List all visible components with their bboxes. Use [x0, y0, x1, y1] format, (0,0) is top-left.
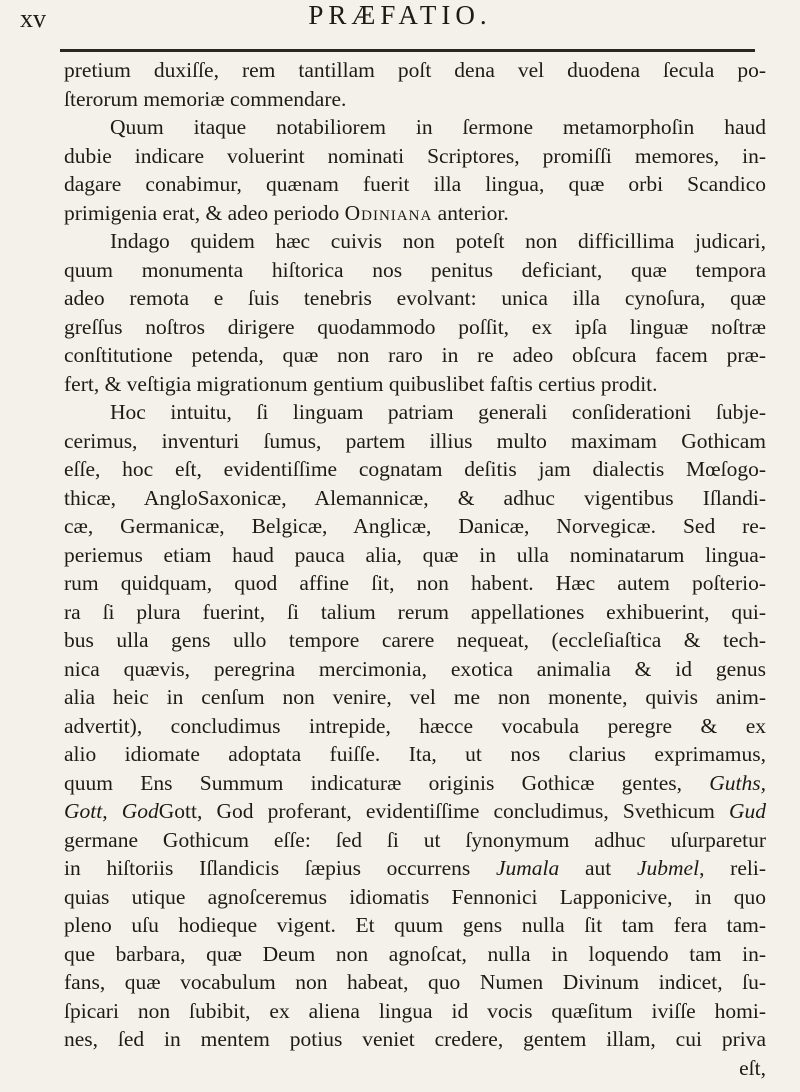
text-line: pleno uſu hodieque vigent. Et quum gens nulla ſit tam fera tam-	[64, 913, 766, 937]
text-line: Indago quidem hæc cuivis non poteſt non difficillima judicari,	[110, 229, 766, 253]
text-line: periemus etiam haud pauca alia, quæ in ulla nominatarum lingua-	[64, 542, 766, 567]
catchword: eſt,	[739, 1055, 766, 1080]
text-line: quias utique agnoſceremus idiomatis Fennonici Lapponicive, in quo	[64, 884, 766, 909]
header-rule	[60, 49, 755, 52]
text-line: nes, ſed in mentem potius veniet credere, gentem illam, cui priva	[64, 1027, 766, 1051]
italic-word: God	[121, 799, 159, 823]
text-line: conſtitutione petenda, quæ non raro in re adeo obſcura facem præ-	[64, 343, 766, 367]
text-line: fert, & veſtigia migrationum gentium quibuslibet faſtis certius prodit.	[64, 371, 658, 396]
italic-word: Gud	[728, 799, 766, 823]
text-line: advertit), concludimus intrepide, hæcce vocabula peregre & ex	[64, 713, 766, 738]
text-line: ſpicari non ſubibit, ex aliena lingua id vocis quæſitum iviſſe homi-	[64, 998, 766, 1023]
text-line: alio idiomate adoptata fuiſſe. Ita, ut nos clarius exprimamus,	[64, 742, 766, 766]
running-title: PRÆFATIO.	[308, 0, 492, 30]
text-line: dubie indicare voluerint nominati Scriptores, promiſſi memores, in-	[64, 143, 766, 168]
text-line: ra ſi plura fuerint, ſi talium rerum appellationes exhibuerint, qui-	[64, 599, 766, 624]
text-line: dagare conabimur, quænam fuerit illa lingua, quæ orbi Scandico	[64, 172, 766, 196]
text-line: Quum itaque notabiliorem in ſermone metamorphoſin haud	[110, 115, 766, 139]
body-text	[64, 56, 766, 1082]
text-line: pretium duxiſſe, rem tantillam poſt dena vel duodena ſecula po-	[64, 58, 766, 82]
smallcaps-word: Odiniana	[344, 200, 433, 225]
text-line: que barbara, quæ Deum non agnoſcat, nulla in loquendo tam in-	[64, 941, 766, 966]
italic-word: Gott	[64, 799, 103, 823]
italic-word: Guths,	[709, 770, 766, 795]
text-line: alia heic in cenſum non venire, vel me non monente, quivis anim-	[64, 685, 766, 709]
text-line: cerimus, inventuri ſumus, partem illius multo maximam Gothicam	[64, 428, 766, 453]
text-line: Hoc intuitu, ſi linguam patriam generali conſiderationi ſubje-	[110, 400, 766, 424]
text-line: bus ulla gens ullo tempore carere nequeat, (eccleſiaſtica & tech-	[64, 628, 766, 652]
italic-word: Jumala	[495, 856, 560, 880]
text-line: rum quidquam, quod affine ſit, non habent. Hæc autem poſterio-	[64, 571, 766, 595]
text-line: ſterorum memoriæ commendare.	[64, 86, 347, 111]
text-line: germane Gothicum eſſe: ſed ſi ut ſynonymum adhuc uſurparetur	[64, 827, 766, 852]
text-line: adeo remota e ſuis tenebris evolvant: unica illa cynoſura, quæ	[64, 286, 766, 310]
text-line: quum Ens Summum indicaturæ originis Gothicæ gentes, Guths,	[64, 770, 766, 795]
text-line: in hiſtoriis Iſlandicis ſæpius occurrens Jumala aut Jubmel, reli-	[64, 856, 766, 880]
text-line: greſſus noſtros dirigere quodammodo poſſit, ex ipſa linguæ noſtræ	[64, 314, 766, 339]
italic-word: Jubmel	[636, 856, 700, 880]
text-line: cæ, Germanicæ, Belgicæ, Anglicæ, Danicæ, Norvegicæ. Sed re-	[64, 514, 766, 538]
text-line: nica quævis, peregrina mercimonia, exotica animalia & id genus	[64, 656, 766, 681]
page-header	[0, 0, 800, 60]
text-line: thicæ, AngloSaxonicæ, Alemannicæ, & adhuc vigentibus Iſlandi-	[64, 485, 766, 510]
text-line: quum monumenta hiſtorica nos penitus deficiant, quæ tempora	[64, 257, 766, 282]
text-line: Gott, GodGott, God proferant, evidentiſſime concludimus, Svethicum Gud	[64, 799, 766, 823]
text-line: fans, quæ vocabulum non habeat, quo Numen Divinum indicet, ſu-	[64, 970, 766, 994]
text-line: primigenia erat, & adeo periodo Odiniana anterior.	[64, 200, 509, 225]
page-number: xv	[20, 4, 46, 33]
text-line: eſſe, hoc eſt, evidentiſſime cognatam deſitis jam dialectis Mœſogo-	[64, 457, 766, 481]
